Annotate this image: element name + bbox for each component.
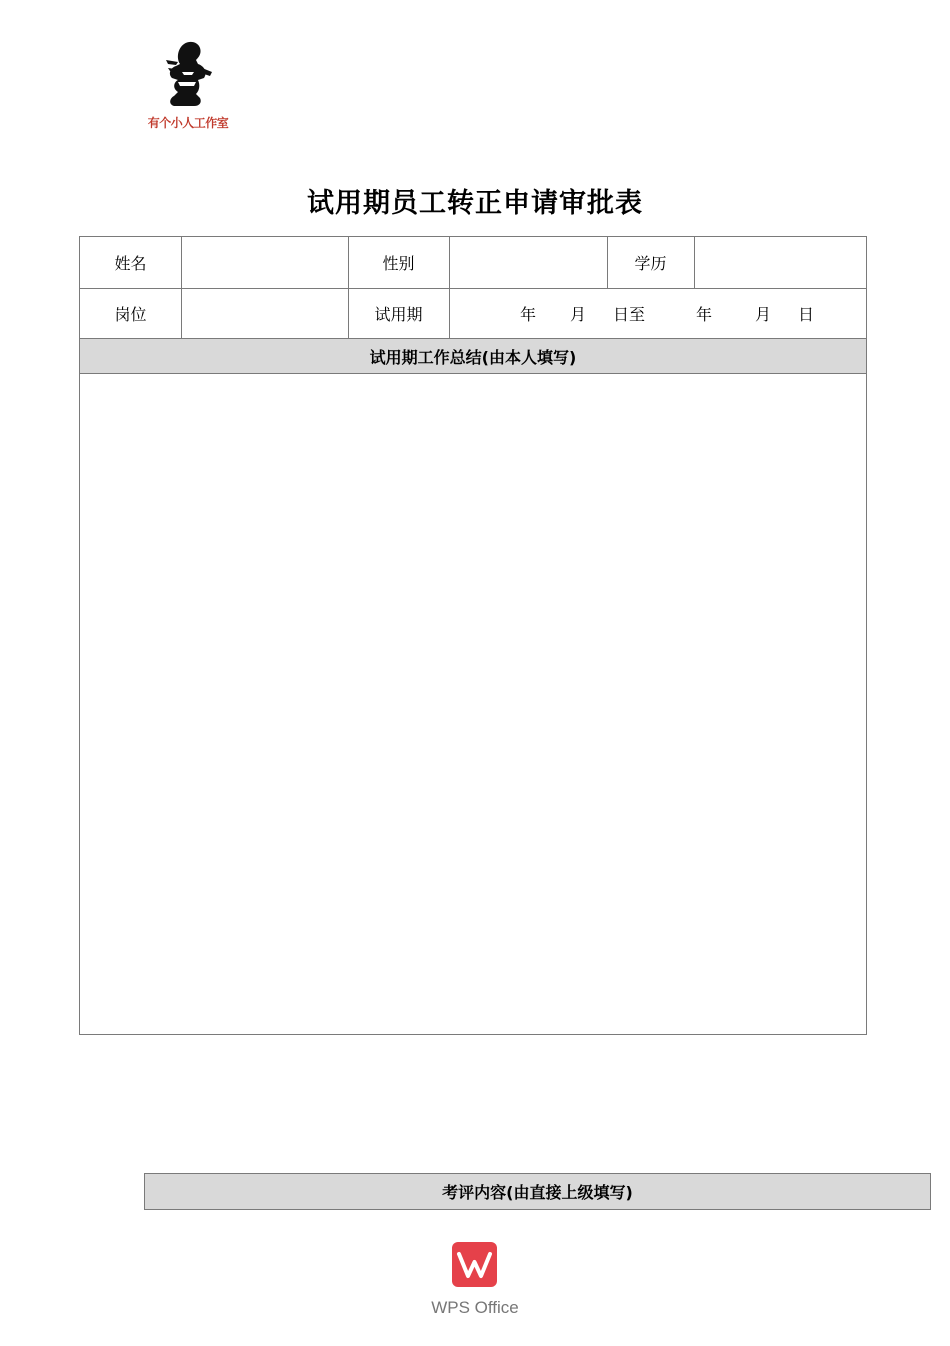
date-day-end: 日 [798,305,815,324]
form-row-position [80,289,866,339]
form-row-basic [80,237,866,289]
probation-label: 试用期 [374,305,423,324]
summary-header: 试用期工作总结(由本人填写) [80,339,866,374]
page-title: 试用期员工转正申请审批表 [307,188,643,219]
education-label: 学历 [634,254,667,273]
education-field[interactable] [694,237,866,288]
name-label: 姓名 [114,254,147,273]
wps-logo-icon [452,1242,497,1287]
date-day-to: 日至 [613,305,646,324]
date-month-end: 月 [755,305,772,324]
studio-logo [138,38,238,134]
gender-field[interactable] [449,237,607,288]
probation-date-field[interactable] [449,289,866,338]
date-year-start: 年 [520,305,537,324]
gender-label: 性别 [382,254,415,273]
date-year-end: 年 [696,305,713,324]
date-month-start: 月 [570,305,587,324]
approval-form [79,236,867,1035]
review-header: 考评内容(由直接上级填写) [144,1173,931,1210]
summary-textarea[interactable] [80,374,866,1034]
position-field[interactable] [181,289,348,338]
position-label: 岗位 [114,305,147,324]
silhouette-icon [138,38,238,114]
logo-text: 有个小人工作室 [147,116,229,130]
name-field[interactable] [181,237,348,288]
wps-brand-text: WPS Office [431,1298,519,1317]
